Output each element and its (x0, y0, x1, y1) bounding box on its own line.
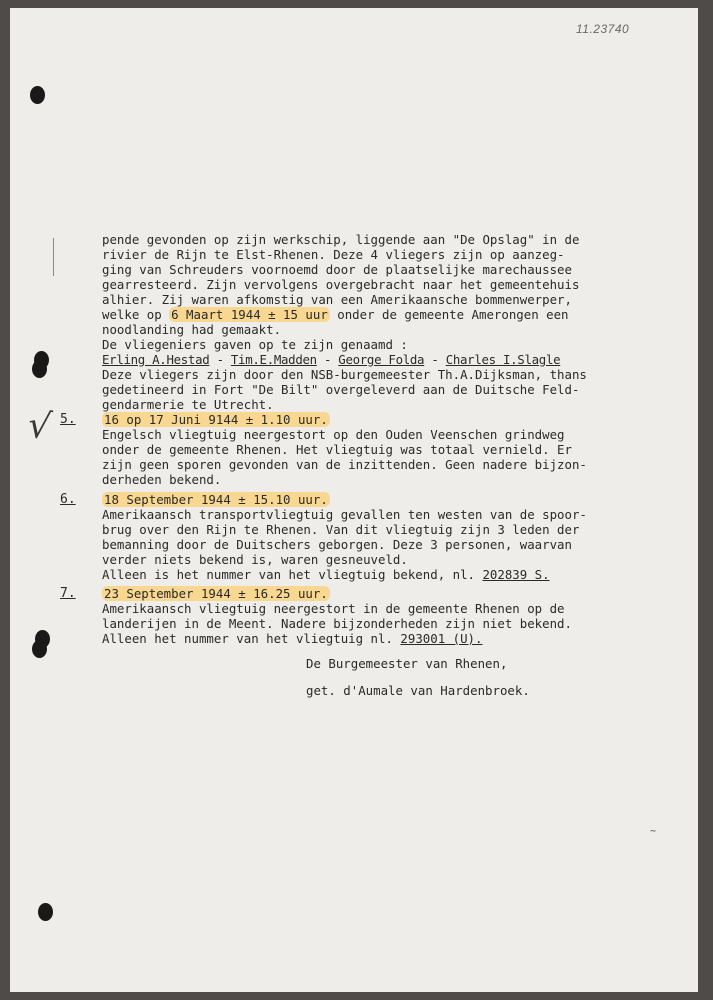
text-line: landerijen in de Meent. Nadere bijzonderheden zijn niet bekend. (102, 616, 572, 631)
text-line: noodlanding had gemaakt. (102, 322, 282, 337)
punch-hole-3 (32, 360, 47, 378)
aircraft-number: 202839 S. (482, 567, 550, 582)
document-page (10, 8, 698, 992)
punch-hole-1 (30, 86, 45, 104)
signature-name: get. d'Aumale van Hardenbroek. (306, 683, 530, 698)
aircraft-number: 293001 (U). (400, 631, 483, 646)
reference-note: 11.23740 (576, 22, 630, 36)
text-line: bemanning door de Duitschers geborgen. Deze 3 personen, waarvan (102, 537, 572, 552)
margin-checkmark: √ (25, 404, 54, 449)
text-line: Alleen is het nummer van het vliegtuig bekend, nl. 202839 S. (102, 567, 550, 582)
text-line: Amerikaansch transportvliegtuig gevallen ten westen van de spoor- (102, 507, 587, 522)
aviator-names: Erling A.Hestad - Tim.E.Madden - George Folda - Charles I.Slagle (102, 352, 561, 367)
text-line: onder de gemeente Rhenen. Het vliegtuig was totaal vernield. Er (102, 442, 572, 457)
entry-number: 5. (60, 412, 76, 427)
entry-date: 16 op 17 Juni 9144 ± 1.10 uur. (104, 412, 328, 427)
text-line: Amerikaansch vliegtuig neergestort in de gemeente Rhenen op de (102, 601, 565, 616)
text-line: verder niets bekend is, waren gesneuveld. (102, 552, 408, 567)
signature-title: De Burgemeester van Rhenen, (306, 656, 508, 671)
margin-mark (53, 238, 54, 276)
text-line: gedetineerd in Fort "De Bilt" overgeleverd aan de Duitsche Feld- (102, 382, 580, 397)
text-line: Deze vliegers zijn door den NSB-burgemeester Th.A.Dijksman, thans (102, 367, 587, 382)
punch-hole-6 (38, 903, 53, 921)
name: Tim.E.Madden (230, 352, 317, 367)
text-line: zijn geen sporen gevonden van de inzittenden. Geen nadere bijzon- (102, 457, 587, 472)
name: Erling A.Hestad (102, 352, 210, 367)
punch-hole-5 (32, 640, 47, 658)
name: George Folda (338, 352, 425, 367)
text-line: alhier. Zij waren afkomstig van een Amerikaansche bommenwerper, (102, 292, 572, 307)
text-line: De vliegeniers gaven op te zijn genaamd : (102, 337, 408, 352)
entry-number: 7. (60, 586, 76, 601)
entry-date: 18 September 1944 ± 15.10 uur. (104, 492, 328, 507)
name: Charles I.Slagle (445, 352, 561, 367)
entry-date: 23 September 1944 ± 16.25 uur. (104, 586, 328, 601)
text-line: brug over den Rijn te Rhenen. Van dit vliegtuig zijn 3 leden der (102, 522, 580, 537)
text-line: ging van Schreuders voornoemd door de plaatselijke marechaussee (102, 262, 572, 277)
text-line: Alleen het nummer van het vliegtuig nl. 293001 (U). (102, 631, 483, 646)
highlighted-date: 6 Maart 1944 ± 15 uur (171, 307, 328, 322)
text-line: Engelsch vliegtuig neergestort op den Ouden Veenschen grindweg (102, 427, 565, 442)
text-line: derheden bekend. (102, 472, 222, 487)
entry-number: 6. (60, 492, 76, 507)
text-line: gearresteerd. Zijn vervolgens overgebracht naar het gemeentehuis (102, 277, 580, 292)
text-line: rivier de Rijn te Elst-Rhenen. Deze 4 vliegers zijn op aanzeg- (102, 247, 565, 262)
text-line: gendarmerie te Utrecht. (102, 397, 274, 412)
text-line: welke op 6 Maart 1944 ± 15 uur onder de gemeente Amerongen een (102, 307, 569, 322)
text-line: pende gevonden op zijn werkschip, liggende aan "De Opslag" in de (102, 232, 580, 247)
corner-tick: ~ (650, 826, 657, 837)
